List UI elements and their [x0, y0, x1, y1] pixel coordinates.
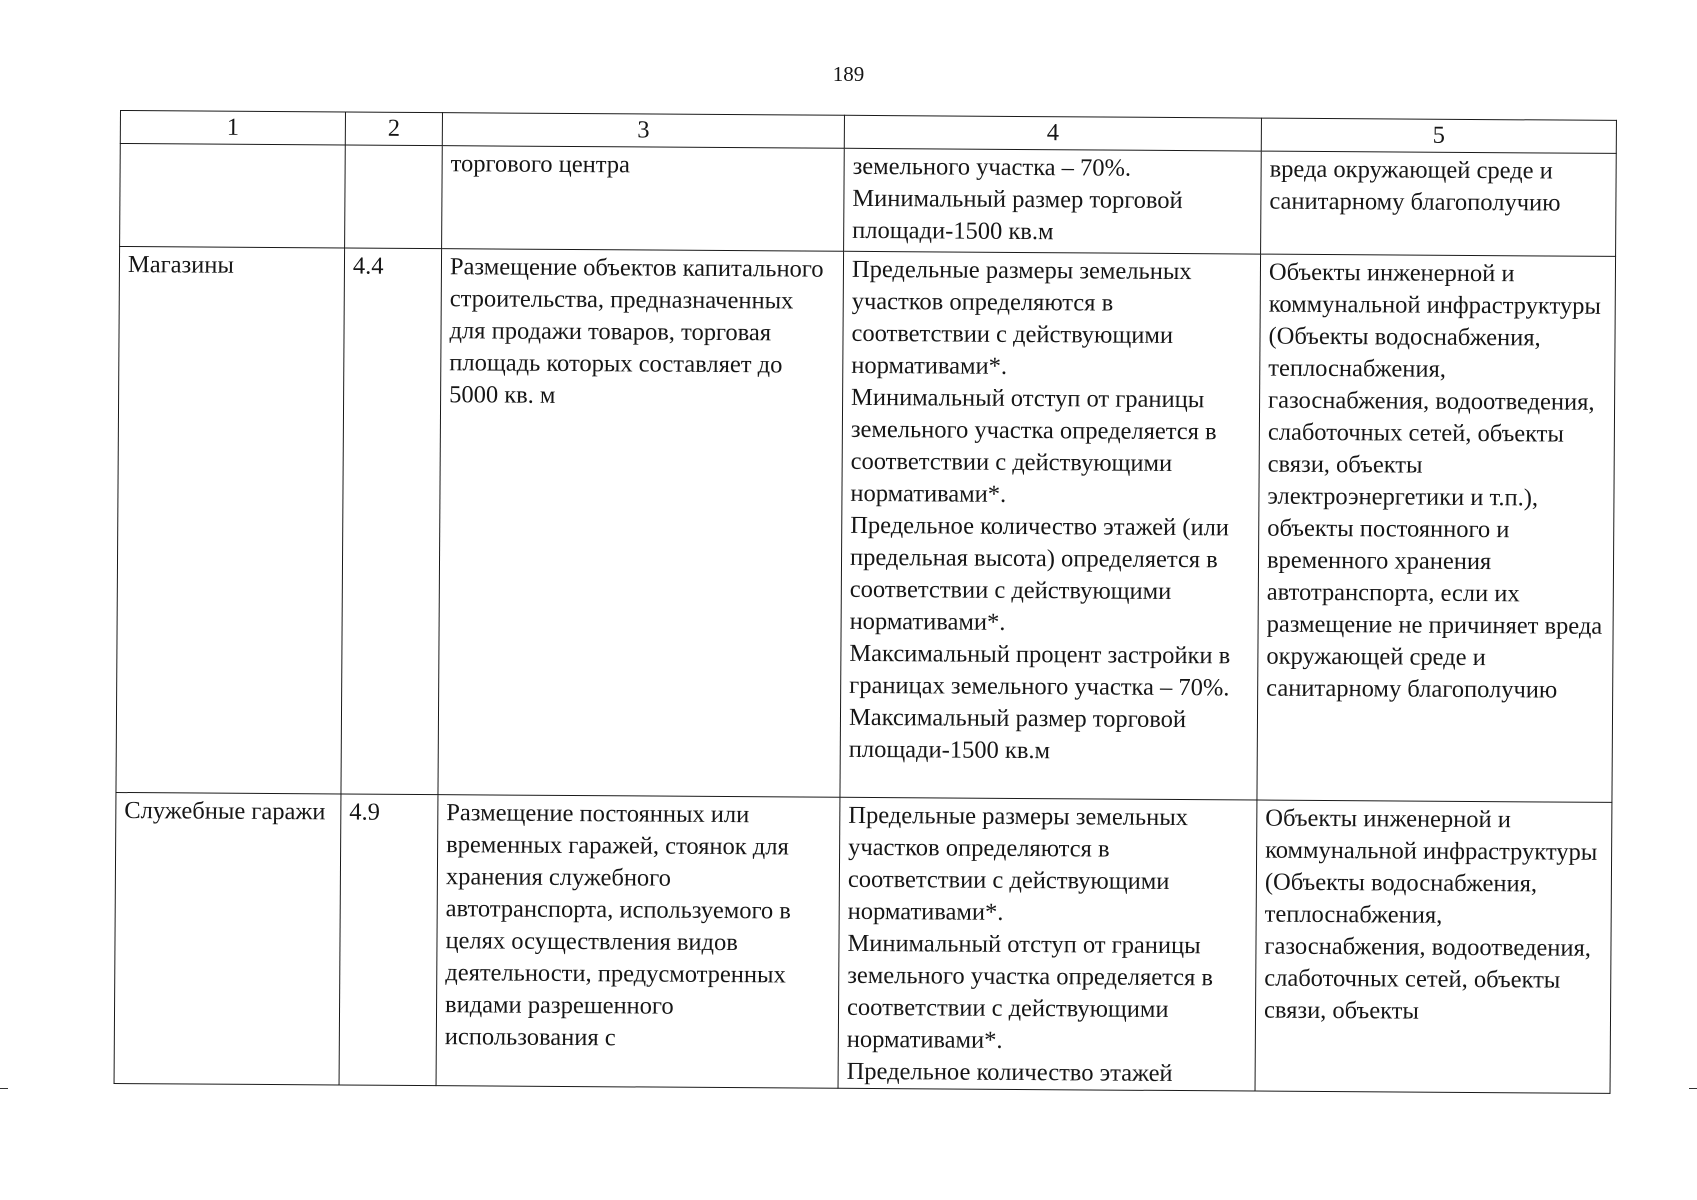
use-description-cell: [436, 795, 840, 1089]
use-code: 4.4: [352, 252, 384, 280]
document-sheet: [114, 110, 1616, 1094]
column-header-1: 1: [120, 111, 345, 145]
auxiliary-uses: Объекты инженерной и коммунальной инфраструктуры (Объекты водоснабжения, теплоснабжения, газоснабжения, водоотведения, слаботочных сетей, объекты связи, объекты: [1263, 804, 1598, 1025]
use-name: Служебные гаражи: [124, 797, 326, 826]
page-number: 189: [832, 62, 865, 86]
auxiliary-uses: вреда окружающей среде и санитарному благополучию: [1269, 155, 1561, 217]
regulations-table: [114, 110, 1617, 1094]
use-code-cell: [339, 794, 438, 1086]
parameters-cell: [838, 797, 1257, 1091]
auxiliary-uses: Объекты инженерной и коммунальной инфраструктуры (Объекты водоснабжения, теплоснабжения, газоснабжения, водоотведения, слаботочных сетей, объекты связи, объекты электроэнергетики и т.п.), объекты постоянного и временного хранения автотранспорта, если их размещение не причиняет вреда окружающей среде и санитарному благополучию: [1266, 258, 1603, 704]
table-row: [116, 247, 1616, 803]
use-description-cell: [442, 146, 845, 252]
use-name: [129, 146, 337, 147]
auxiliary-uses-cell: [1257, 254, 1616, 802]
parameters-cell: [844, 148, 1262, 254]
use-name-cell: [114, 792, 341, 1084]
parameters: Предельные размеры земельных участков определяются в соответствии с действующими нормативами*. Минимальный отступ от границы земельного участка определяется в соответствии с действующими нормативами*. Предельное количество этажей (или предельная высота) определяется в соответствии с действующими нормативами*. Максимальный процент застройки в границах земельного участка – 70%. Максимальный размер торговой площади-1500 кв.м: [848, 255, 1231, 765]
auxiliary-uses-cell: [1261, 151, 1617, 256]
use-description: Размещение объектов капитального строительства, предназначенных для продажи товаров, торговая площадь которых составляет до 5000 кв. м: [449, 253, 824, 409]
right-scan-mark: [1689, 1088, 1697, 1089]
parameters: Предельные размеры земельных участков определяются в соответствии с действующими нормативами*. Минимальный отступ от границы земельного участка определяется в соответствии с действующими нормативами*. Предельное количество этажей: [846, 801, 1214, 1088]
use-description: Размещение постоянных или временных гаражей, стоянок для хранения служебного автотранспорта, используемого в целях осуществления видов деятельности, предусмотренных видами разрешенного использования с: [444, 799, 791, 1052]
parameters: земельного участка – 70%. Минимальный размер торговой площади-1500 кв.м: [852, 152, 1183, 246]
use-name: Магазины: [127, 251, 235, 279]
use-code: 4.9: [349, 798, 381, 826]
table-row: [114, 792, 1612, 1093]
column-header-2: 2: [345, 112, 442, 146]
column-header-5: 5: [1261, 118, 1616, 153]
auxiliary-uses-cell: [1255, 800, 1612, 1093]
column-header-3: 3: [442, 113, 844, 149]
table-row: [120, 144, 1617, 257]
use-description-cell: [438, 249, 844, 798]
parameters-cell: [840, 251, 1261, 800]
use-description: торгового центра: [450, 150, 631, 179]
use-code-cell: [341, 248, 442, 795]
use-name-cell: [116, 247, 345, 794]
use-code: [354, 148, 434, 149]
use-name-cell: [120, 144, 346, 248]
left-scan-mark: [0, 1088, 8, 1089]
column-header-4: 4: [844, 115, 1261, 151]
use-code-cell: [345, 145, 443, 249]
